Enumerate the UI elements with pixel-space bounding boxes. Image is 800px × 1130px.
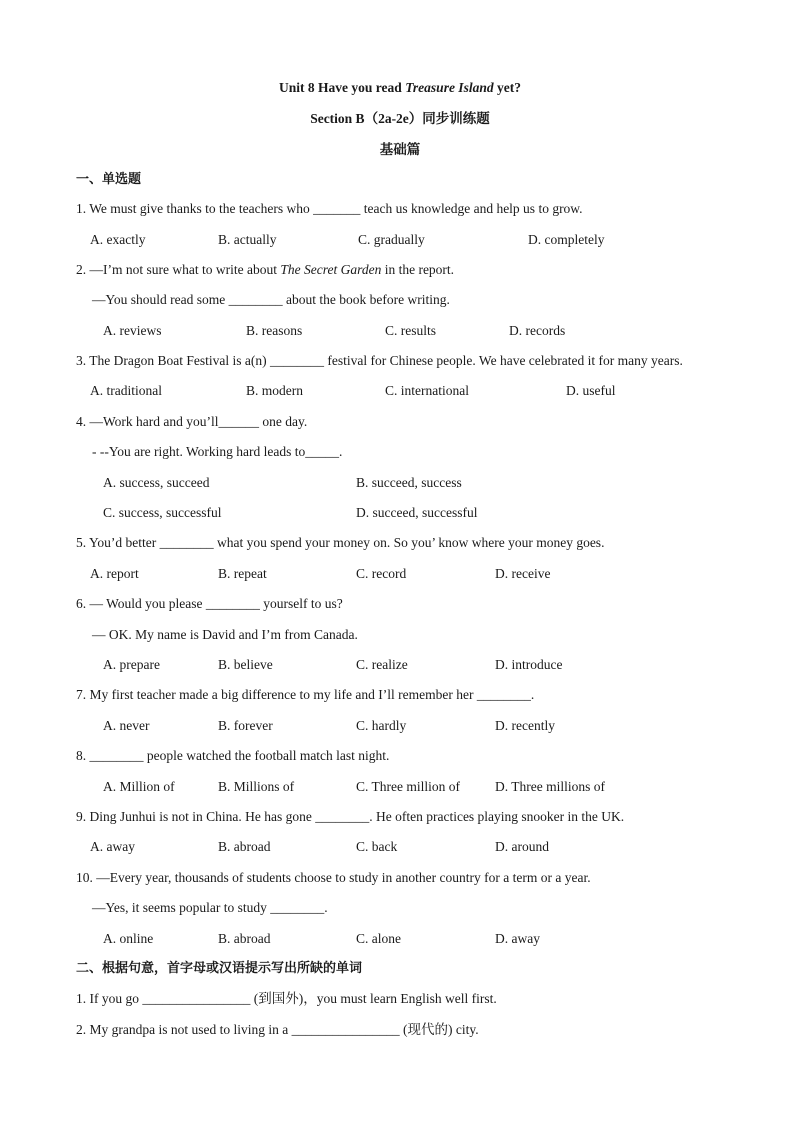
q4-option-b[interactable]: B. succeed, success [356, 475, 462, 490]
question-5: 5. You’d better ________ what you spend your money on. So you’ know where your money goes. [76, 535, 605, 550]
q5-option-d[interactable]: D. receive [495, 566, 551, 581]
question-10: 10. —Every year, thousands of students choose to study in another country for a term or a year. [76, 870, 591, 885]
question-2 [76, 261, 454, 279]
q5-option-a[interactable]: A. report [90, 566, 139, 581]
q5-option-c[interactable]: C. record [356, 566, 407, 581]
q4-option-d[interactable]: D. succeed, successful [356, 505, 478, 520]
q7-option-d[interactable]: D. recently [495, 718, 555, 733]
q2-text-end: in the report. [381, 262, 455, 277]
q8-option-d[interactable]: D. Three millions of [495, 779, 605, 794]
question-1: 1. We must give thanks to the teachers who _______ teach us knowledge and help us to grow. [76, 201, 583, 216]
page-title [0, 79, 800, 97]
q10-option-d[interactable]: D. away [495, 931, 540, 946]
q7-option-b[interactable]: B. forever [218, 718, 273, 733]
q10-option-c[interactable]: C. alone [356, 931, 401, 946]
level-label: 基础篇 [379, 142, 421, 157]
q1-option-a[interactable]: A. exactly [90, 232, 146, 247]
question-4-response: - --You are right. Working hard leads to_____. [92, 444, 343, 459]
q9-option-b[interactable]: B. abroad [218, 839, 271, 854]
question-2-response: —You should read some ________ about the book before writing. [92, 292, 450, 307]
question-4: 4. —Work hard and you’ll______ one day. [76, 414, 308, 429]
q8-option-c[interactable]: C. Three million of [356, 779, 460, 794]
q2-text: 2. —I’m not sure what to write about [76, 262, 281, 277]
page-subtitle: Section B（2a-2e）同步训练题 [310, 111, 490, 126]
q2-option-b[interactable]: B. reasons [246, 323, 303, 338]
question-8: 8. ________ people watched the football match last night. [76, 748, 390, 763]
q3-option-a[interactable]: A. traditional [90, 383, 162, 398]
question-6: 6. — Would you please ________ yourself to us? [76, 596, 343, 611]
q6-option-a[interactable]: A. prepare [103, 657, 160, 672]
q9-option-c[interactable]: C. back [356, 839, 398, 854]
q2-option-a[interactable]: A. reviews [103, 323, 162, 338]
q4-option-c[interactable]: C. success, successful [103, 505, 222, 520]
q2-option-d[interactable]: D. records [509, 323, 566, 338]
q1-option-c[interactable]: C. gradually [358, 232, 425, 247]
q4-option-a[interactable]: A. success, succeed [103, 475, 210, 490]
fill-item-1: 1. If you go ________________ (到国外)，you must learn English well first. [76, 991, 497, 1006]
question-6-response: — OK. My name is David and I’m from Canada. [92, 627, 358, 642]
question-9: 9. Ding Junhui is not in China. He has gone ________. He often practices playing snooker in the UK. [76, 809, 625, 824]
q9-option-a[interactable]: A. away [90, 839, 135, 854]
q3-option-d[interactable]: D. useful [566, 383, 616, 398]
q3-option-b[interactable]: B. modern [246, 383, 303, 398]
question-3: 3. The Dragon Boat Festival is a(n) ________ festival for Chinese people. We have celebrated it for many years. [76, 353, 683, 368]
q2-option-c[interactable]: C. results [385, 323, 437, 338]
q9-option-d[interactable]: D. around [495, 839, 549, 854]
q10-option-b[interactable]: B. abroad [218, 931, 271, 946]
section-heading-fill-in: 二、根据句意，首字母或汉语提示写出所缺的单词 [76, 961, 363, 976]
q8-option-a[interactable]: A. Million of [103, 779, 175, 794]
fill-item-2: 2. My grandpa is not used to living in a ________________ (现代的) city. [76, 1022, 479, 1037]
section-heading-multiple-choice: 一、单选题 [76, 172, 142, 187]
q6-option-d[interactable]: D. introduce [495, 657, 563, 672]
q2-book-name: The Secret Garden [280, 262, 382, 277]
q3-option-c[interactable]: C. international [385, 383, 469, 398]
q1-option-d[interactable]: D. completely [528, 232, 605, 247]
question-10-response: —Yes, it seems popular to study ________. [92, 900, 328, 915]
q5-option-b[interactable]: B. repeat [218, 566, 267, 581]
q10-option-a[interactable]: A. online [103, 931, 154, 946]
title-text: Unit 8 Have you read [279, 80, 406, 95]
title-text-end: yet? [493, 80, 521, 95]
title-book-name: Treasure Island [405, 80, 494, 95]
q8-option-b[interactable]: B. Millions of [218, 779, 295, 794]
q6-option-b[interactable]: B. believe [218, 657, 273, 672]
q1-option-b[interactable]: B. actually [218, 232, 277, 247]
q6-option-c[interactable]: C. realize [356, 657, 408, 672]
question-7: 7. My first teacher made a big difference to my life and I’ll remember her ________. [76, 687, 535, 702]
q7-option-c[interactable]: C. hardly [356, 718, 407, 733]
q7-option-a[interactable]: A. never [103, 718, 150, 733]
